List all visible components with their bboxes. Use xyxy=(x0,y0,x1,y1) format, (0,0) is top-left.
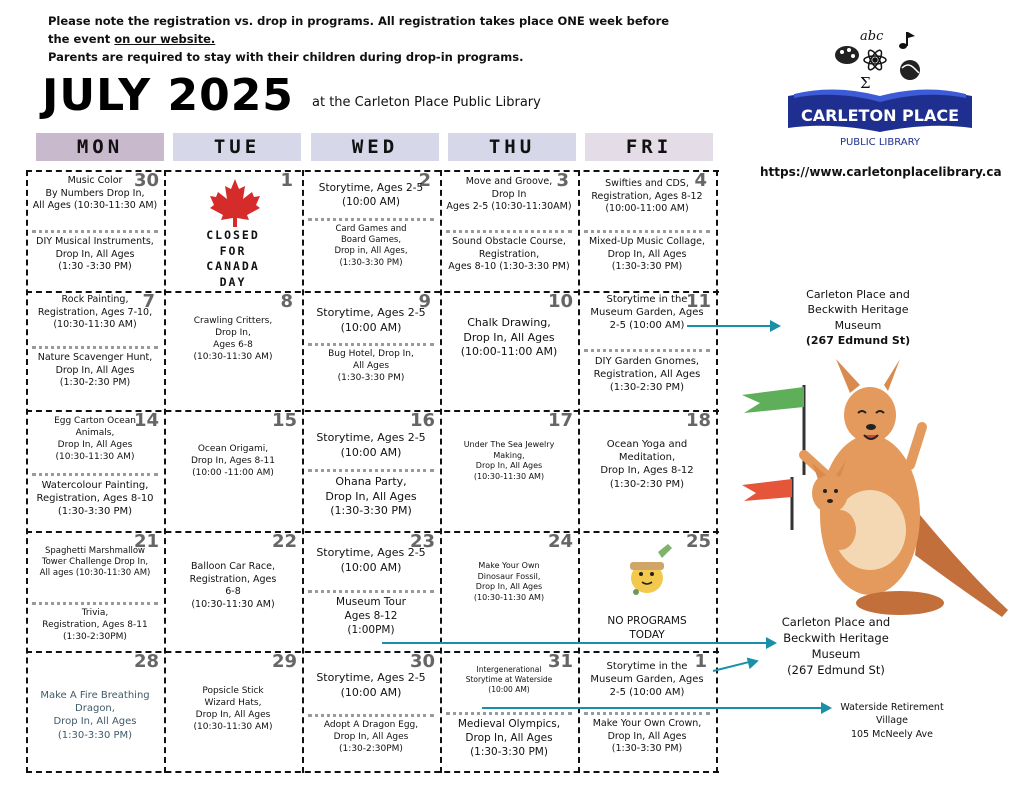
event-line: Drop In, All Ages xyxy=(195,709,271,720)
day-number: 7 xyxy=(142,291,155,312)
grid-line xyxy=(716,170,718,773)
dayhead-wed: WED xyxy=(311,133,439,161)
day-number: 15 xyxy=(271,410,297,431)
afternoon-event[interactable] xyxy=(442,236,576,274)
event-line: Wizard Hats, xyxy=(204,697,262,708)
location-line: Beckwith Heritage xyxy=(807,303,909,317)
dayhead-tue: TUE xyxy=(173,133,301,161)
event-line: Tower Challenge Drop In, xyxy=(41,557,149,568)
morning-event[interactable] xyxy=(442,176,576,214)
day-number: 3 xyxy=(556,170,569,191)
afternoon-event[interactable] xyxy=(304,720,438,756)
event-line: CANADA xyxy=(206,259,260,274)
event-divider xyxy=(308,469,434,472)
day-number: 29 xyxy=(271,651,297,672)
event-line: (1:30-3:30 PM) xyxy=(57,729,133,741)
day-number: 30 xyxy=(133,170,159,191)
notice-line-2-text: the event xyxy=(48,32,115,46)
library-url[interactable]: https://www.carletonplacelibrary.ca xyxy=(760,165,1002,179)
event-line: Ocean Yoga and xyxy=(606,439,688,450)
calendar-day xyxy=(164,291,302,410)
event-line: TODAY xyxy=(629,628,665,641)
kangaroo-illustration xyxy=(740,355,1010,620)
event-line: Ages 8-10 (1:30-3:30 PM) xyxy=(448,261,570,273)
day-event[interactable] xyxy=(166,316,300,364)
event-line: Registration, Ages xyxy=(189,573,277,585)
calendar-day xyxy=(578,410,716,531)
calendar-day xyxy=(26,531,164,651)
event-line: Dinosaur Fossil, xyxy=(477,571,541,581)
location-line: (267 Edmund St) xyxy=(787,663,885,678)
event-line: FOR xyxy=(219,243,247,258)
event-line: (10:30-11:30 AM) xyxy=(55,451,135,462)
morning-event[interactable] xyxy=(304,671,438,700)
afternoon-event[interactable] xyxy=(28,608,162,644)
event-line: 6-8 xyxy=(225,586,241,598)
event-line: Registration, xyxy=(478,248,540,260)
calendar-day xyxy=(302,651,440,771)
event-line: Rock Painting, xyxy=(61,294,129,305)
museum-location-2 xyxy=(758,614,914,678)
event-line: (1:30-2:30 PM) xyxy=(609,382,685,394)
afternoon-event[interactable] xyxy=(28,236,162,274)
event-line: Drop in, All Ages, xyxy=(334,246,408,257)
calendar-day xyxy=(440,410,578,531)
arrow-head-icon xyxy=(821,702,832,714)
day-number: 28 xyxy=(133,651,159,672)
event-line: Registration, Ages 8-10 xyxy=(36,493,154,505)
event-line: Ages 6-8 xyxy=(213,339,253,350)
event-line: (10:30-11:30 AM) xyxy=(191,598,275,610)
event-line: Swifties and CDS, xyxy=(605,178,689,189)
dayhead-mon: MON xyxy=(36,133,164,161)
morning-event[interactable] xyxy=(442,665,576,695)
day-number: 16 xyxy=(409,410,435,431)
calendar-day xyxy=(440,170,578,291)
calendar-day xyxy=(578,170,716,291)
calendar-day xyxy=(26,651,164,771)
day-number: 4 xyxy=(694,170,707,191)
event-line: (1:30-3:30 PM) xyxy=(611,261,683,273)
event-line: (10:00 AM) xyxy=(340,445,402,459)
arrow-waterside xyxy=(482,707,822,709)
event-line: Museum Garden, Ages xyxy=(590,674,704,686)
day-number: 17 xyxy=(547,410,573,431)
event-line: 2-5 (10:00 AM) xyxy=(609,320,685,332)
event-line: Bug Hotel, Drop In, xyxy=(328,349,414,359)
event-divider xyxy=(308,590,434,593)
morning-event[interactable] xyxy=(304,182,438,210)
event-line: By Numbers Drop In, xyxy=(45,187,145,199)
event-line: (10:00 AM) xyxy=(340,320,402,334)
day-event[interactable] xyxy=(442,316,576,360)
event-line: Storytime, Ages 2-5 xyxy=(316,431,426,444)
event-line: Drop In, All Ages xyxy=(475,461,543,471)
afternoon-event[interactable] xyxy=(580,236,714,274)
arrow-head-icon xyxy=(766,637,777,649)
notice-line-3: Parents are required to stay with their children during drop-in programs. xyxy=(48,50,524,64)
event-line: (10:00 AM) xyxy=(488,684,530,694)
event-divider xyxy=(584,349,710,352)
event-divider xyxy=(32,230,158,233)
event-line: (1:30-3:30 PM) xyxy=(57,506,133,518)
event-line: Storytime in the xyxy=(606,294,688,305)
event-line: (1:30-2:30PM) xyxy=(339,743,403,754)
event-line: Animals, xyxy=(75,427,115,438)
event-line: Registration, Ages 7-10, xyxy=(37,306,153,318)
event-line: DAY xyxy=(219,274,247,289)
event-line: (10:30-11:30 AM) xyxy=(193,351,273,362)
day-event[interactable] xyxy=(28,689,162,742)
event-line: (1:30-2:30 PM) xyxy=(609,478,685,490)
morning-event[interactable] xyxy=(304,546,438,575)
event-line: DIY Musical Instruments, xyxy=(36,236,154,247)
maple-leaf-icon xyxy=(208,177,262,227)
dayhead-fri: FRI xyxy=(585,133,713,161)
event-line: Trivia, xyxy=(81,608,109,618)
event-line: Storytime at Waterside xyxy=(465,674,553,684)
location-line: (267 Edmund St) xyxy=(805,334,911,348)
calendar-day xyxy=(578,651,716,771)
day-number: 9 xyxy=(418,291,431,312)
music-note-icon xyxy=(899,32,915,49)
event-line: (10:00 AM) xyxy=(341,195,401,208)
afternoon-event[interactable] xyxy=(304,596,438,638)
calendar-day xyxy=(302,531,440,651)
event-divider xyxy=(32,346,158,349)
event-line: Card Games and xyxy=(335,224,407,234)
day-number: 25 xyxy=(685,531,711,552)
event-line: Drop In, All Ages xyxy=(607,248,687,260)
calendar-day xyxy=(302,170,440,291)
day-event[interactable] xyxy=(580,438,714,491)
day-event[interactable] xyxy=(442,440,576,482)
event-line: (10:00 -11:00 AM) xyxy=(192,467,274,478)
day-number: 11 xyxy=(685,291,711,312)
event-line: (10:00 AM) xyxy=(340,685,402,699)
event-divider xyxy=(32,602,158,605)
day-number: 31 xyxy=(547,651,573,672)
location-line: Beckwith Heritage xyxy=(783,631,889,646)
day-number: 10 xyxy=(547,291,573,312)
day-number: 24 xyxy=(547,531,573,552)
calendar-day xyxy=(440,531,578,651)
event-line: All Ages (10:30-11:30 AM) xyxy=(32,200,158,212)
event-line: Make A Fire Breathing xyxy=(40,690,150,701)
sigma-icon: Σ xyxy=(860,74,871,92)
day-number: 14 xyxy=(133,410,159,431)
event-line: Crawling Critters, xyxy=(193,316,273,326)
library-logo xyxy=(780,18,980,158)
event-line: (1:30-3:30 PM) xyxy=(337,372,405,383)
event-line: (10:00-11:00 AM) xyxy=(605,203,689,215)
event-line: (10:30-11:30 AM) xyxy=(193,721,273,732)
event-line: Adopt A Dragon Egg, xyxy=(323,720,419,730)
event-line: Ages 2-5 (10:30-11:30AM) xyxy=(446,201,572,213)
logo-letters: abc xyxy=(860,29,884,44)
calendar-day xyxy=(164,651,302,771)
location-line: Village xyxy=(876,715,908,727)
event-divider xyxy=(32,473,158,476)
event-line: Museum Tour xyxy=(336,596,406,608)
event-line: Making, xyxy=(493,450,525,460)
event-line: 2-5 (10:00 AM) xyxy=(609,687,685,699)
event-divider xyxy=(308,218,434,221)
day-number: 1 xyxy=(694,651,707,672)
calendar-day xyxy=(302,410,440,531)
library-subtitle: at the Carleton Place Public Library xyxy=(312,95,541,110)
arrow-head-icon xyxy=(770,320,781,332)
event-line: Registration, Ages 8-11 xyxy=(42,619,148,630)
morning-event[interactable] xyxy=(28,175,162,213)
calendar-day xyxy=(578,291,716,410)
calendar-day xyxy=(302,291,440,410)
website-link[interactable]: on our website. xyxy=(114,32,216,46)
event-line: Drop In, Ages 8-12 xyxy=(600,465,694,477)
location-line: 105 McNeely Ave xyxy=(850,728,934,740)
event-line: Spaghetti Marshmallow xyxy=(45,546,145,556)
green-flag-icon xyxy=(742,385,804,475)
event-line: (1:30-2:30 PM) xyxy=(59,377,131,389)
event-line: Popsicle Stick xyxy=(202,686,264,696)
event-line: Music Color xyxy=(67,175,123,186)
event-line: (1:30 -3:30 PM) xyxy=(58,261,132,273)
event-line: Drop In, All Ages xyxy=(53,716,137,728)
character-illustration xyxy=(618,540,676,598)
day-number: 30 xyxy=(409,651,435,672)
event-line: Storytime, Ages 2-5 xyxy=(316,306,426,319)
location-line: Museum xyxy=(834,318,882,332)
logo-name-line-1: CARLETON PLACE xyxy=(800,106,960,125)
morning-event[interactable] xyxy=(28,546,162,580)
event-divider xyxy=(446,712,572,715)
notice-line-2 xyxy=(48,32,215,46)
morning-event[interactable] xyxy=(304,431,438,460)
event-line: Make Your Own Crown, xyxy=(592,718,702,729)
event-line: Drop In, All Ages xyxy=(607,730,687,742)
event-line: Intergenerational xyxy=(476,665,542,674)
day-event[interactable] xyxy=(166,686,300,734)
event-line: All Ages xyxy=(352,360,390,371)
event-line: Board Games, xyxy=(340,235,402,246)
event-line: Under The Sea Jewelry xyxy=(463,440,555,449)
calendar-day xyxy=(26,410,164,531)
day-event[interactable] xyxy=(580,615,714,643)
red-flag-icon xyxy=(742,477,792,530)
event-line: Make Your Own xyxy=(478,561,540,570)
museum-location-1 xyxy=(783,287,933,349)
event-line: Mixed-Up Music Collage, xyxy=(589,236,705,247)
afternoon-event[interactable] xyxy=(580,355,714,395)
event-line: NO PROGRAMS xyxy=(607,615,687,627)
morning-event[interactable] xyxy=(304,306,438,335)
event-line: Sound Obstacle Course, xyxy=(452,236,566,247)
event-divider xyxy=(584,230,710,233)
afternoon-event[interactable] xyxy=(304,475,438,519)
event-line: Drop In, All Ages xyxy=(463,330,555,344)
month-title: JULY 2025 xyxy=(42,70,294,121)
event-divider xyxy=(308,714,434,717)
logo-name-line-2: PUBLIC LIBRARY xyxy=(839,137,921,148)
event-line: DIY Garden Gnomes, xyxy=(594,356,700,367)
location-line: Carleton Place and xyxy=(781,615,891,629)
event-line: Drop In, All Ages xyxy=(55,364,135,376)
event-line: Drop In, All Ages xyxy=(55,248,135,260)
day-number: 23 xyxy=(409,531,435,552)
closed-notice xyxy=(164,228,302,290)
event-line: Nature Scavenger Hunt, xyxy=(37,352,153,363)
event-line: CLOSED xyxy=(206,228,260,242)
event-line: Storytime in the xyxy=(606,661,688,672)
event-line: Ocean Origami, xyxy=(197,444,269,454)
event-line: (10:30-11:30 AM) xyxy=(53,319,137,331)
palette-icon xyxy=(835,46,859,64)
calendar-day xyxy=(164,531,302,651)
morning-event[interactable] xyxy=(28,416,162,464)
day-event[interactable] xyxy=(166,444,300,480)
calendar-day xyxy=(26,170,164,291)
event-line: Registration, All Ages xyxy=(593,369,701,381)
event-line: Ages 8-12 xyxy=(344,609,398,622)
location-line: Carleton Place and xyxy=(806,288,910,301)
event-line: (10:30-11:30 AM) xyxy=(473,471,545,481)
arrow-museum-2 xyxy=(382,642,767,644)
day-number: 1 xyxy=(280,170,293,191)
day-event[interactable] xyxy=(166,561,300,611)
event-line: Drop In, All Ages xyxy=(57,439,133,450)
event-line: Medieval Olympics, xyxy=(457,718,561,730)
event-line: (1:30-3:30 PM) xyxy=(330,504,412,518)
event-divider xyxy=(308,343,434,346)
arrow-museum-1 xyxy=(687,325,770,327)
afternoon-event[interactable] xyxy=(580,718,714,756)
morning-event[interactable] xyxy=(28,294,162,332)
afternoon-event[interactable] xyxy=(442,718,576,760)
event-line: Egg Carton Ocean xyxy=(54,416,136,426)
calendar-day xyxy=(440,291,578,410)
atom-icon xyxy=(864,48,886,71)
day-number: 21 xyxy=(133,531,159,552)
day-number: 18 xyxy=(685,410,711,431)
event-line: (10:00-11:00 AM) xyxy=(460,345,558,359)
event-line: Watercolour Painting, xyxy=(41,480,149,491)
event-line: Drop In, xyxy=(215,327,251,338)
event-line: (1:00PM) xyxy=(347,623,395,636)
logo-graphic xyxy=(780,18,980,158)
event-line: (1:30-2:30PM) xyxy=(63,631,127,642)
day-number: 22 xyxy=(271,531,297,552)
calendar-day xyxy=(26,291,164,410)
event-line: Drop In, Ages 8-11 xyxy=(191,455,275,466)
calendar-day xyxy=(164,410,302,531)
event-line: Museum Garden, Ages xyxy=(590,307,704,319)
afternoon-event[interactable] xyxy=(304,224,438,269)
globe-icon xyxy=(900,60,920,80)
event-line: Drop In, All Ages xyxy=(333,731,409,742)
afternoon-event[interactable] xyxy=(28,479,162,519)
event-line: Drop In, All Ages xyxy=(475,582,543,592)
waterside-location xyxy=(832,701,952,741)
calendar-day xyxy=(440,651,578,771)
event-line: Drop In, All Ages xyxy=(465,731,553,744)
dayhead-thu: THU xyxy=(448,133,576,161)
event-line: Balloon Car Race, xyxy=(191,561,275,572)
event-line: (1:30-3:30 PM) xyxy=(339,257,403,268)
event-line: All ages (10:30-11:30 AM) xyxy=(39,568,151,579)
event-line: Drop In, All Ages xyxy=(325,489,417,503)
event-line: Storytime, Ages 2-5 xyxy=(316,671,426,684)
afternoon-event[interactable] xyxy=(304,349,438,385)
event-line: Registration, Ages 8-12 xyxy=(591,190,703,202)
day-number: 8 xyxy=(280,291,293,312)
event-line: Storytime, Ages 2-5 xyxy=(316,546,426,559)
morning-event[interactable] xyxy=(580,660,714,700)
notice-line-1: Please note the registration vs. drop in programs. All registration takes place ONE week before xyxy=(48,14,670,28)
location-line: Waterside Retirement xyxy=(840,702,944,713)
event-line: Ohana Party, xyxy=(335,475,407,488)
event-line: Drop In xyxy=(491,188,527,200)
event-line: Move and Groove, xyxy=(465,176,553,187)
grid-line xyxy=(26,771,719,773)
event-line: (1:30-3:30 PM) xyxy=(611,743,683,755)
event-line: Storytime, Ages 2-5 xyxy=(318,182,424,194)
event-divider xyxy=(446,230,572,233)
day-number: 2 xyxy=(418,170,431,191)
event-divider xyxy=(584,712,710,715)
event-line: Meditation, xyxy=(618,452,676,464)
event-line: (1:30-3:30 PM) xyxy=(470,745,548,758)
location-line: Museum xyxy=(811,647,861,662)
event-line: Chalk Drawing, xyxy=(467,316,551,329)
event-line: Dragon, xyxy=(75,703,115,715)
morning-event[interactable] xyxy=(580,178,714,216)
event-line: (10:30-11:30 AM) xyxy=(473,592,545,602)
day-event[interactable] xyxy=(442,561,576,603)
event-line: (10:00 AM) xyxy=(340,560,402,574)
afternoon-event[interactable] xyxy=(28,352,162,390)
